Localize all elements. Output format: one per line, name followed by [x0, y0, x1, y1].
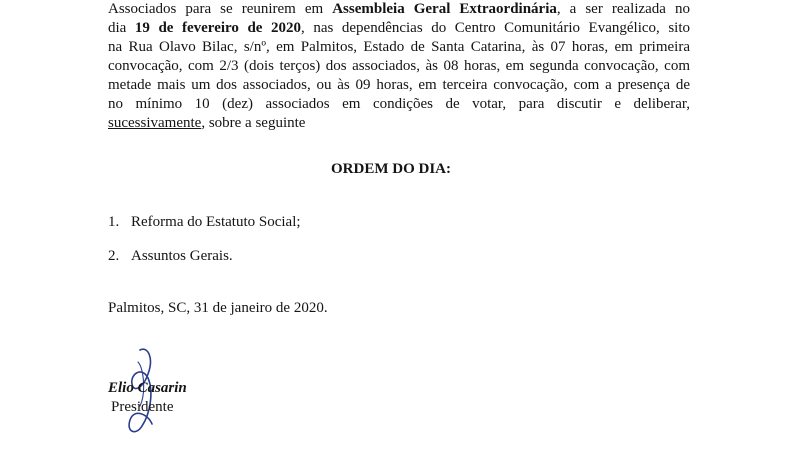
paragraph-line-5: metade mais um dos associados, ou às 09 horas, em terceira convocação, com a presença de	[108, 77, 690, 93]
place-date-line: Palmitos, SC, 31 de janeiro de 2020.	[108, 300, 328, 316]
paragraph-line-6: no mínimo 10 (dez) associados em condições de votar, para discutir e deliberar,	[108, 96, 690, 112]
agenda-item-number: 2.	[108, 248, 120, 264]
paragraph-text: , nas dependências do Centro Comunitário Evangélico, sito	[301, 20, 690, 36]
convocation-paragraph	[108, 0, 690, 133]
paragraph-line-2	[108, 19, 690, 38]
assembly-date-text: 19 de fevereiro de 2020	[134, 20, 302, 36]
paragraph-text: , sobre a seguinte	[201, 115, 306, 131]
signatory-role: Presidente	[111, 399, 174, 415]
paragraph-text: dia	[108, 20, 135, 36]
agenda-item	[108, 212, 301, 232]
agenda-item	[108, 246, 301, 266]
agenda-list	[108, 212, 301, 280]
signatory-name: Elio Casarin	[108, 380, 187, 396]
underlined-text: sucessivamente	[108, 115, 202, 131]
paragraph-line-3: na Rua Olavo Bilac, s/nº, em Palmitos, Estado de Santa Catarina, às 07 horas, em primeira	[108, 39, 690, 55]
paragraph-text: Associados para se reunirem em	[108, 1, 333, 17]
paragraph-line-4: convocação, com 2/3 (dois terços) dos associados, às 08 horas, em segunda convocação, com	[108, 58, 690, 74]
assembly-type-text: Assembleia Geral Extraordinária	[332, 1, 557, 17]
paragraph-line-7	[108, 114, 690, 133]
paragraph-line-1	[108, 0, 690, 19]
paragraph-text: , a ser realizada no	[556, 1, 690, 17]
agenda-item-number: 1.	[108, 214, 120, 230]
agenda-item-text: Reforma do Estatuto Social;	[131, 214, 301, 230]
agenda-heading: ORDEM DO DIA:	[331, 161, 451, 177]
agenda-item-text: Assuntos Gerais.	[131, 248, 233, 264]
